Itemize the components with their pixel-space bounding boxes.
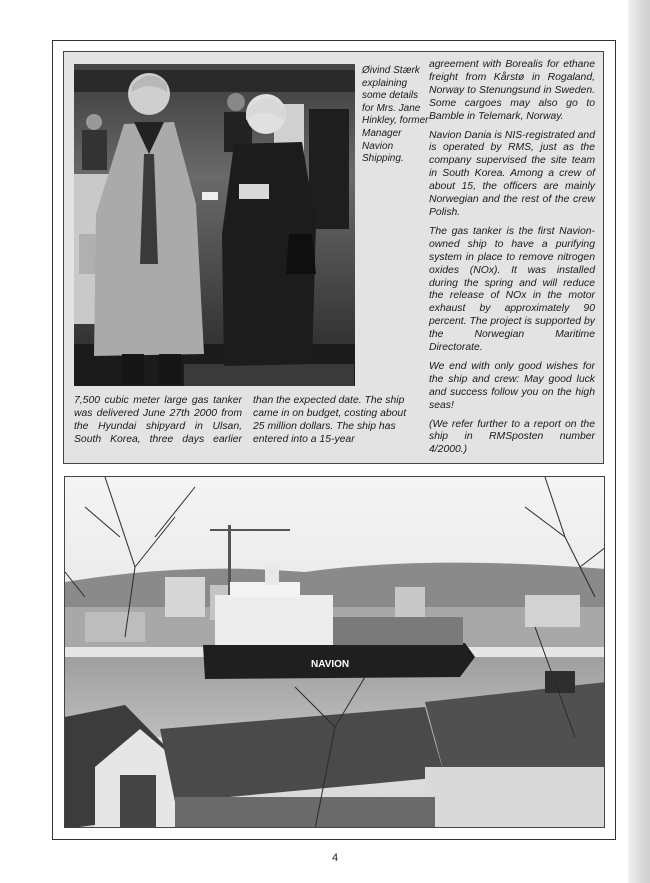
article-column-right [429,59,595,463]
photo-harbour-gas-tanker [64,476,605,828]
page-number: 4 [331,852,339,864]
article-column-middle: than the expected date. The ship came in on budget, costing about 25 million dollars. The ship has entered into a 15-year [253,395,407,445]
article-column-left: 7,500 cubic meter large gas tanker was delivered June 27th 2000 from the Hyundai shipyard in Ulsan, South Korea, three days earlier [74,395,242,445]
article-paragraph: Navion Dania is NIS-registrated and is operated by RMS, just as the company supervised the site team in South Korea. Among a crew of about 15, the officers are mainly Norwegian and the rest of the crew Polish. [429,129,595,218]
article-paragraph: (We refer further to a report on the ship in RMSposten number 4/2000.) [429,418,595,456]
article-paragraph: agreement with Borealis for ethane freight from Kårstø in Rogaland, Norway to Stenungsund in Sweden. Some cargoes may also go to Bamble in Telemark, Norway. [429,59,595,122]
photo-caption: Øivind Stærk explaining some details for Mrs. Jane Hinkley, former Manager Navion Shipping. [362,65,429,165]
ship-hull-lettering: NAVION [311,659,350,670]
page-edge-shadow [628,0,650,883]
article-paragraph: The gas tanker is the first Navion-owned ship to have a purifying system in place to remove nitrogen oxides (NOx). It was installed during the spring and will reduce the release of NOx in the motor exhaust by approximately 90 percent. The project is supported by the Norwegian Maritime Directorate. [429,225,595,354]
article-paragraph: We end with only good wishes for the ship and crew: May good luck and success follow you on the high seas! [429,360,595,411]
photo-people-conversation [74,64,355,386]
